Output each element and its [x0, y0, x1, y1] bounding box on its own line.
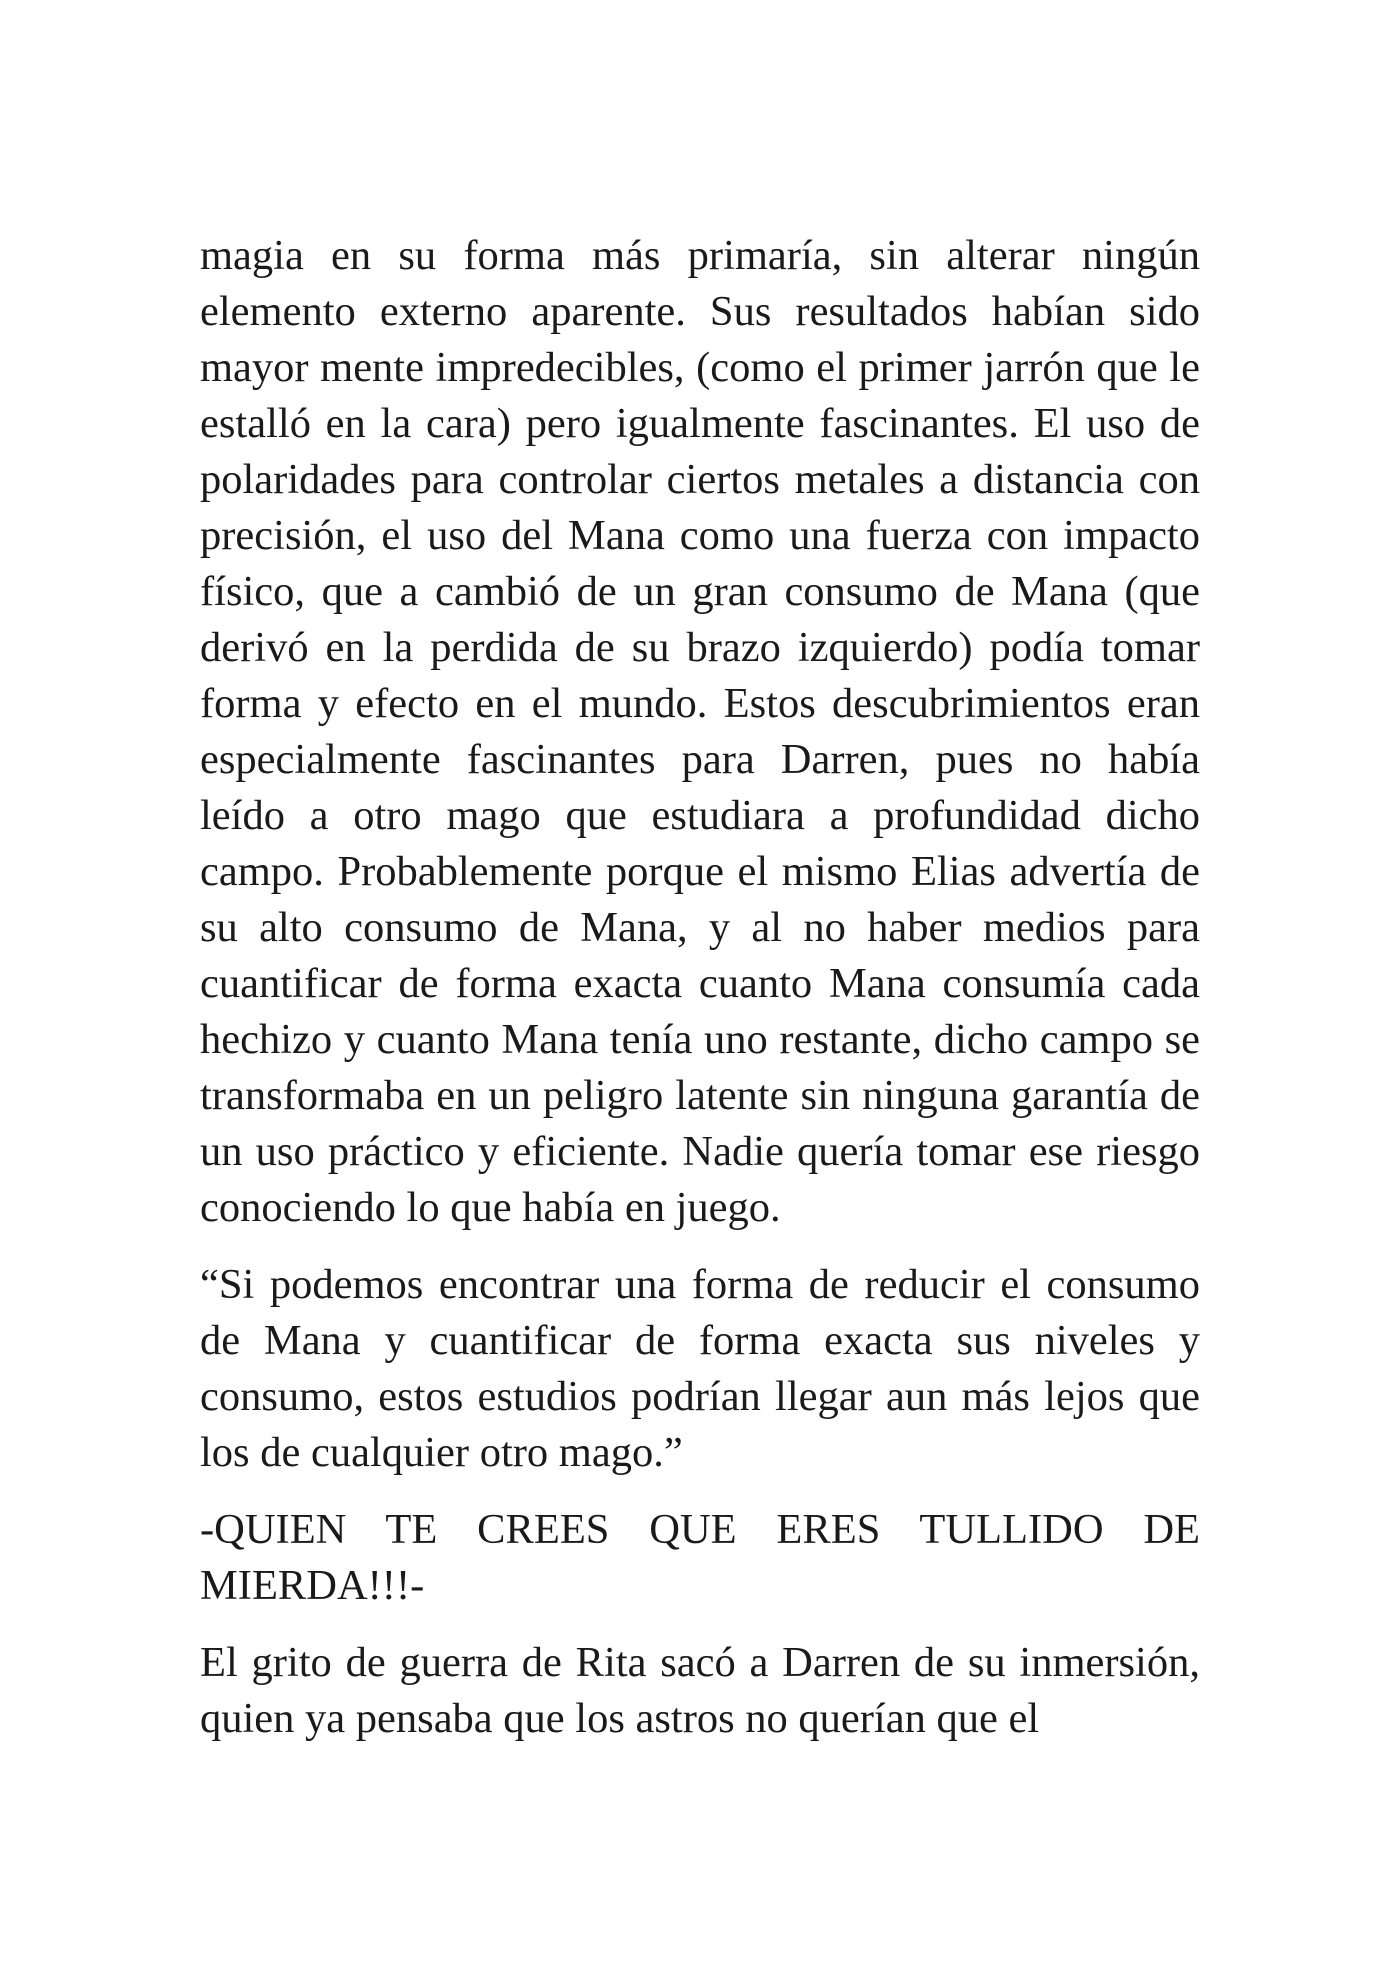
paragraph-3: -QUIEN TE CREES QUE ERES TULLIDO DE MIERDA!!!-: [200, 1506, 1200, 1609]
body-text: [200, 228, 1200, 1747]
paragraph-4: El grito de guerra de Rita sacó a Darren de su inmersión, quien ya pensaba que los astros no querían que el: [200, 1639, 1200, 1742]
paragraph-2: “Si podemos encontrar una forma de reducir el consumo de Mana y cuantificar de forma exacta sus niveles y consumo, estos estudios podrían llegar aun más lejos que los de cualquier otro mago.”: [200, 1261, 1200, 1476]
paragraph-1: magia en su forma más primaría, sin alterar ningún elemento externo aparente. Sus resultados habían sido mayor mente impredecibles, (como el primer jarrón que le estalló en la cara) pero igualmente fascinantes. El uso de polaridades para controlar ciertos metales a distancia con precisión, el uso del Mana como una fuerza con impacto físico, que a cambió de un gran consumo de Mana (que derivó en la perdida de su brazo izquierdo) podía tomar forma y efecto en el mundo. Estos descubrimientos eran especialmente fascinantes para Darren, pues no había leído a otro mago que estudiara a profundidad dicho campo. Probablemente porque el mismo Elias advertía de su alto consumo de Mana, y al no haber medios para cuantificar de forma exacta cuanto Mana consumía cada hechizo y cuanto Mana tenía uno restante, dicho campo se transformaba en un peligro latente sin ninguna garantía de un uso práctico y eficiente. Nadie quería tomar ese riesgo conociendo lo que había en juego.: [200, 232, 1200, 1231]
